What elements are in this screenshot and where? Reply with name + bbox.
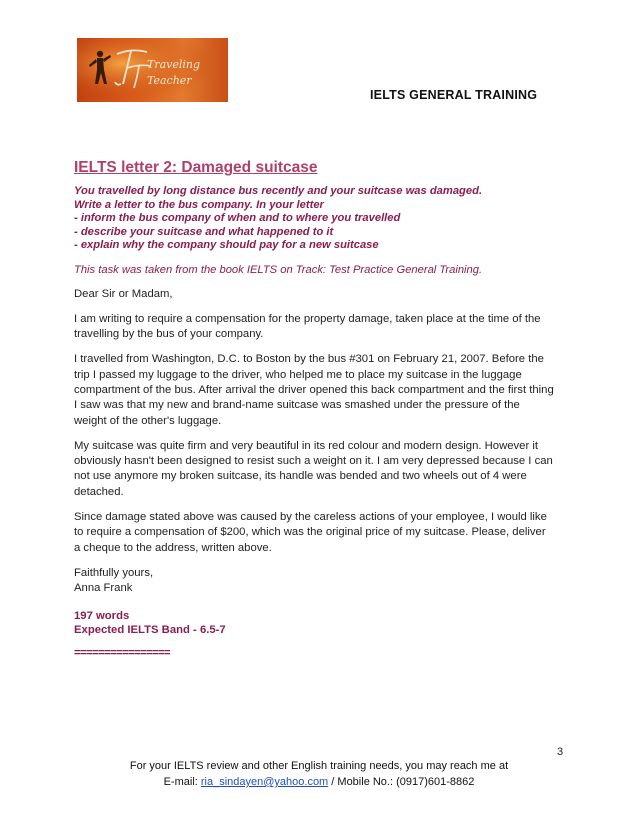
signature: Anna Frank bbox=[74, 582, 133, 595]
paragraph-2 bbox=[74, 352, 574, 428]
task-line: - describe your suitcase and what happened to it bbox=[74, 225, 334, 238]
letter-title: IELTS letter 2: Damaged suitcase bbox=[74, 159, 318, 176]
word-count: 197 words bbox=[74, 609, 130, 622]
paragraph-4 bbox=[74, 510, 574, 556]
paragraph-line: trip I passed my luggage to the driver, who helped me to place my suitcase in the luggage bbox=[74, 368, 522, 381]
task-instructions bbox=[74, 185, 574, 253]
salutation-text: Dear Sir or Madam, bbox=[74, 287, 173, 300]
salutation bbox=[74, 287, 574, 302]
paragraph-line: not use anymore my broken suitcase, its handle was bended and two wheels out of 4 were bbox=[74, 470, 527, 483]
page-number: 3 bbox=[557, 746, 564, 758]
paragraph-line: compartment of the bus. After arrival the driver opened this back compartment and the first thing bbox=[74, 383, 554, 396]
paragraph-1 bbox=[74, 312, 574, 343]
document-body bbox=[74, 159, 574, 659]
task-line: - inform the bus company of when and to where you travelled bbox=[74, 212, 401, 224]
paragraph-line: to require a compensation of $200, which was the original price of my suitcase. Please, deliver bbox=[74, 526, 546, 539]
footer-line-1: For your IELTS review and other English training needs, you may reach me at bbox=[129, 760, 509, 772]
paragraph-line: weight of the other's luggage. bbox=[74, 414, 222, 427]
closing bbox=[74, 566, 574, 597]
svg-text:Traveling: Traveling bbox=[147, 58, 201, 71]
divider-line: ================ bbox=[74, 646, 170, 659]
closing-text: Faithfully yours, bbox=[74, 566, 154, 579]
header-title: IELTS GENERAL TRAINING bbox=[370, 88, 538, 102]
paragraph-line: a cheque to the address, written above. bbox=[74, 541, 272, 554]
traveling-teacher-logo bbox=[77, 38, 228, 102]
paragraph-line: detached. bbox=[74, 485, 124, 498]
paragraph-line: obviously hasn't been designed to resist such a weight on it. I am very depressed because I can bbox=[74, 455, 553, 468]
email-label: E-mail: bbox=[163, 776, 201, 788]
paragraph-3 bbox=[74, 439, 574, 500]
task-line: - explain why the company should pay for a new suitcase bbox=[74, 239, 379, 251]
svg-text:Teacher: Teacher bbox=[147, 74, 192, 87]
paragraph-line: travelling by the bus of your company. bbox=[74, 328, 264, 341]
logo-graphic bbox=[77, 38, 228, 102]
task-line: Write a letter to the bus company. In your letter bbox=[74, 198, 324, 211]
paragraph-line: I am writing to require a compensation for the property damage, taken place at the time of the bbox=[74, 312, 541, 325]
paragraph-line: I saw was that my new and brand-name suitcase was smashed under the pressure of the bbox=[74, 399, 520, 412]
task-line: You travelled by long distance bus recently and your suitcase was damaged. bbox=[74, 185, 483, 197]
email-link[interactable]: ria_sindayen@yahoo.com bbox=[200, 776, 329, 788]
task-source: This task was taken from the book IELTS on Track: Test Practice General Training. bbox=[74, 263, 483, 276]
paragraph-line: Since damage stated above was caused by the careless actions of your employee, I would like bbox=[74, 511, 547, 524]
paragraph-line: I travelled from Washington, D.C. to Boston by the bus #301 on February 21, 2007. Before the bbox=[74, 353, 544, 366]
expected-band: Expected IELTS Band - 6.5-7 bbox=[74, 623, 226, 636]
word-count-block bbox=[74, 609, 574, 637]
mobile-number: / Mobile No.: (0917)601-8862 bbox=[328, 776, 475, 788]
paragraph-line: My suitcase was quite firm and very beautiful in its red colour and modern design. However it bbox=[74, 439, 539, 452]
footer-line-2 bbox=[0, 776, 638, 788]
